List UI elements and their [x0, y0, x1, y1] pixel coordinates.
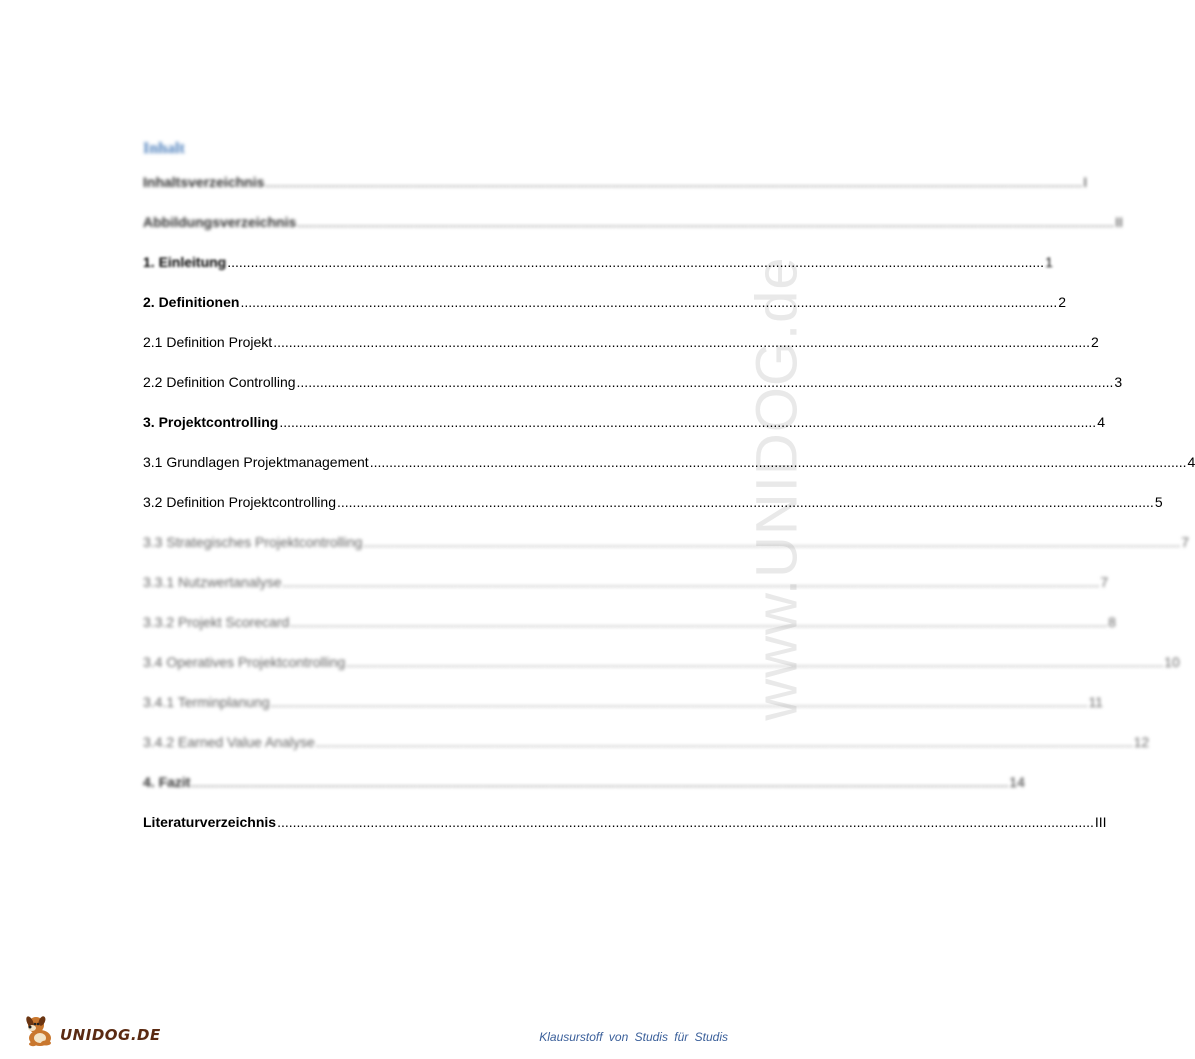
toc-entry-label: 3.3.2 Projekt Scorecard [143, 614, 290, 630]
leader-dots [290, 612, 1107, 632]
leader-dots [283, 572, 1100, 592]
toc-entry-grundlagen-projektmanagement [143, 452, 1195, 472]
toc-entry-definitionen [143, 292, 1067, 312]
toc-entry-projekt-scorecard [143, 612, 1116, 632]
toc-entry-page: 11 [1088, 694, 1103, 710]
leader-dots [265, 172, 1082, 192]
toc-heading: Inhalt [143, 140, 185, 157]
toc-entry-label: 2.2 Definition Controlling [143, 374, 296, 390]
toc-entry-label: 3.4.1 Terminplanung [143, 694, 270, 710]
toc-entry-page: 1 [1045, 254, 1053, 270]
toc-entry-page: 2 [1091, 334, 1099, 350]
leader-dots [279, 412, 1096, 432]
toc-entry-label: Inhaltsverzeichnis [143, 174, 265, 190]
toc-entry-label: 3.3.1 Nutzwertanalyse [143, 574, 282, 590]
toc-entry-label: 3. Projektcontrolling [143, 414, 279, 430]
leader-dots [240, 292, 1057, 312]
toc-entry-page: 7 [1100, 574, 1109, 590]
toc-entry-terminplanung [143, 692, 1103, 712]
toc-entry-page: I [1083, 174, 1088, 190]
toc-entry-label: Abbildungsverzeichnis [143, 214, 297, 230]
leader-dots [227, 252, 1044, 272]
toc-entry-label: 2.1 Definition Projekt [143, 334, 273, 350]
toc-entry-page: 12 [1133, 734, 1150, 750]
toc-entry-abbildungsverzeichnis [143, 212, 1123, 232]
toc-entry-literaturverzeichnis [143, 812, 1107, 832]
logo-text: UNIDOG.DE [60, 1026, 161, 1044]
watermark: www.UNIDOG.de [744, 256, 810, 721]
toc-entry-nutzwertanalyse [143, 572, 1109, 592]
toc-entry-page: 4 [1187, 454, 1195, 470]
toc-entry-einleitung [143, 252, 1053, 272]
toc-entry-page: 3 [1114, 374, 1123, 390]
toc-entry-operatives-projektcontrolling [143, 652, 1180, 672]
leader-dots [337, 492, 1154, 512]
toc-entry-page: 14 [1009, 774, 1025, 790]
leader-dots [370, 452, 1187, 472]
toc-entry-label: 3.4.2 Earned Value Analyse [143, 734, 315, 750]
leader-dots [191, 772, 1008, 792]
toc-entry-page: 8 [1108, 614, 1116, 630]
toc-entry-page: 2 [1058, 294, 1067, 310]
leader-dots [273, 332, 1090, 352]
toc-entry-projektcontrolling [143, 412, 1105, 432]
footer-slogan: Klausurstoff von Studis für Studis [539, 1030, 728, 1044]
toc-entry-label: 3.3 Strategisches Projektcontrolling [143, 534, 363, 550]
toc-entry-label: 1. Einleitung [143, 254, 227, 270]
leader-dots [277, 812, 1094, 832]
toc-entry-label: 3.4 Operatives Projektcontrolling [143, 654, 346, 670]
toc-entry-label: 2. Definitionen [143, 294, 240, 310]
toc-entry-page: 5 [1154, 494, 1163, 510]
toc-entry-definition-projektcontrolling [143, 492, 1163, 512]
toc-entry-label: 4. Fazit [143, 774, 191, 790]
toc-entry-definition-projekt [143, 332, 1099, 352]
leader-dots [346, 652, 1163, 672]
toc-entry-label: 3.2 Definition Projektcontrolling [143, 494, 336, 510]
leader-dots [297, 212, 1114, 232]
toc-entry-page: II [1115, 214, 1123, 230]
toc-entry-page: 4 [1097, 414, 1105, 430]
leader-dots [271, 692, 1088, 712]
toc-entry-label: 3.1 Grundlagen Projektmanagement [143, 454, 369, 470]
dog-mascot-icon [22, 1012, 58, 1048]
unidog-logo[interactable] [22, 1012, 161, 1048]
toc-entry-page: 10 [1164, 654, 1180, 670]
toc-entry-page: III [1094, 814, 1107, 830]
toc-entry-label: Literaturverzeichnis [143, 814, 277, 830]
toc-entry-strategisches-projektcontrolling [143, 532, 1190, 552]
toc-entry-page: 7 [1181, 534, 1190, 550]
toc-entry-inhaltsverzeichnis [143, 172, 1088, 192]
leader-dots [297, 372, 1114, 392]
toc-entry-definition-controlling [143, 372, 1123, 392]
leader-dots [363, 532, 1180, 552]
toc-entry-fazit [143, 772, 1025, 792]
toc-entry-earned-value-analyse [143, 732, 1150, 752]
leader-dots [316, 732, 1133, 752]
